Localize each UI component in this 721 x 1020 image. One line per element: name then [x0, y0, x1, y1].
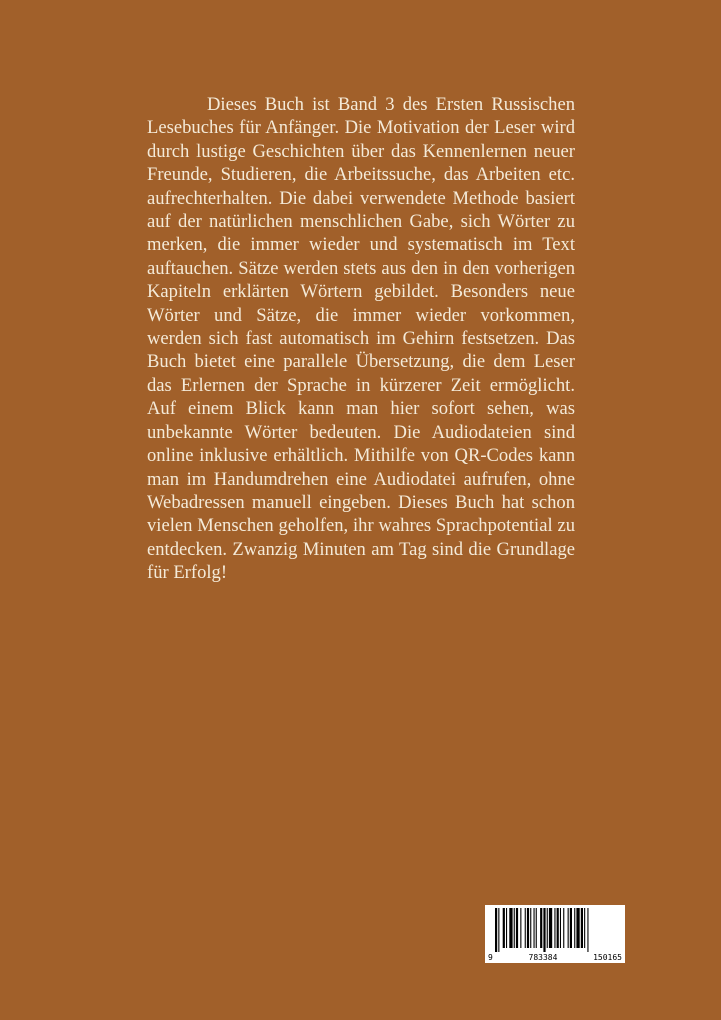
barcode-bar — [495, 908, 497, 952]
barcode-digit-group-1: 783384 — [528, 953, 558, 962]
barcode-bar — [576, 908, 579, 948]
barcode-bar — [549, 908, 552, 948]
barcode-digits — [485, 953, 625, 962]
barcode-bar — [568, 908, 569, 948]
back-cover-blurb: Dieses Buch ist Band 3 des Ersten Russischen Lesebuches für Anfänger. Die Motivation der Leser wird durch lustige Geschichten über das Kennenlernen neuer Freunde, Studieren, die Arbeitssuche, das Arbeiten etc. aufrechterhalten. Die dabei verwendete Methode basiert auf der natürlichen menschlichen Gabe, sich Wörter zu merken, die immer wieder und systematisch im Text auftauchen. Sätze werden stets aus den in den vorherigen Kapiteln erklärten Wörtern gebildet. Besonders neue Wörter und Sätze, die immer wieder vorkommen, werden sich fast automatisch im Gehirn festsetzen. Das Buch bietet eine parallele Übersetzung, die dem Leser das Erlernen der Sprache in kürzerer Zeit ermöglicht. Auf einem Blick kann man hier sofort sehen, was unbekannte Wörter bedeuten. Die Audiodateien sind online inklusive erhältlich. Mithilfe von QR-Codes kann man im Handumdrehen eine Audiodatei aufrufen, ohne Webadressen manuell eingeben. Dieses Buch hat schon vielen Menschen geholfen, ihr wahres Sprachpotential zu entdecken. Zwanzig Minuten am Tag sind die Grundlage für Erfolg! — [147, 94, 575, 584]
barcode-bar — [587, 908, 588, 952]
barcode-bar — [516, 908, 518, 948]
barcode-bar — [584, 908, 585, 948]
barcode-bar — [520, 908, 521, 948]
barcode-bar — [540, 908, 542, 948]
barcode-bar — [554, 908, 555, 948]
barcode-bar — [509, 908, 512, 948]
barcode-digit-group-2: 150165 — [593, 953, 622, 962]
barcode-bar — [563, 908, 564, 948]
barcode-bar — [557, 908, 559, 948]
barcode-bar — [534, 908, 535, 948]
barcode-bar — [547, 908, 548, 948]
barcode-bar — [570, 908, 572, 948]
barcode-bar — [543, 908, 545, 952]
barcode-bars — [489, 908, 621, 952]
isbn-barcode — [485, 905, 625, 963]
barcode-bar — [506, 908, 507, 948]
barcode-bar — [530, 908, 531, 948]
barcode-bar — [560, 908, 561, 948]
barcode-bar — [503, 908, 505, 948]
barcode-digit-lead: 9 — [488, 953, 493, 962]
barcode-bar — [514, 908, 515, 948]
barcode-bar — [525, 908, 526, 948]
barcode-bar — [527, 908, 529, 948]
barcode-bar — [574, 908, 575, 948]
barcode-bar — [536, 908, 537, 948]
barcode-bar — [581, 908, 583, 948]
barcode-bar — [498, 908, 499, 952]
